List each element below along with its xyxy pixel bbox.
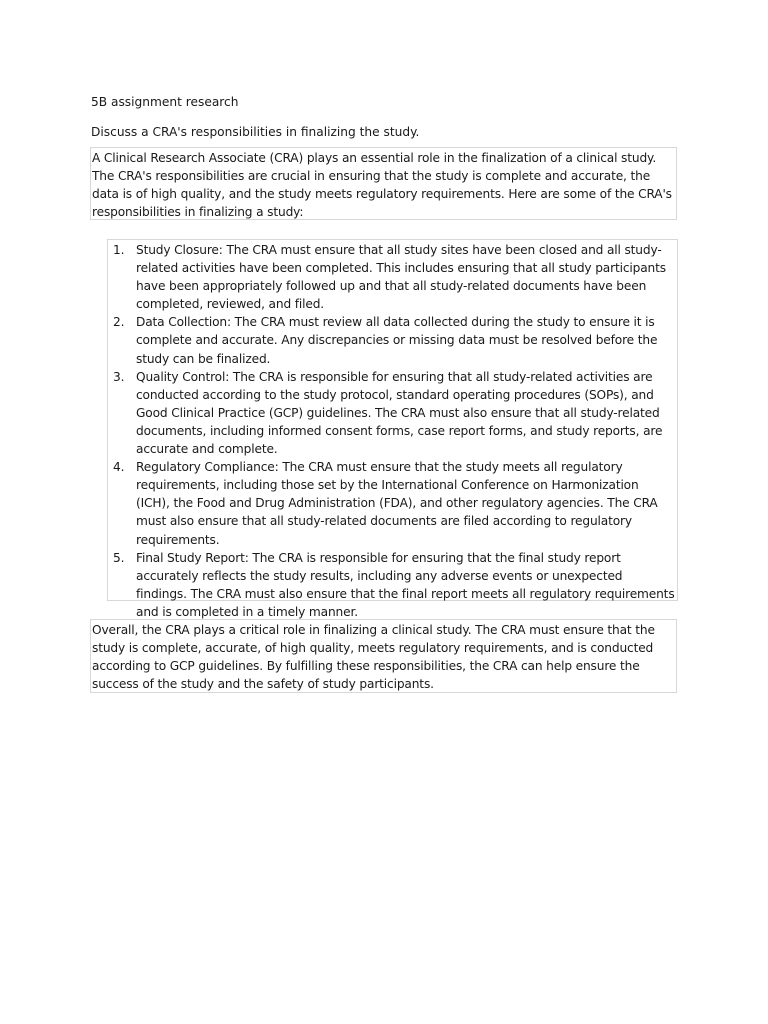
intro-paragraph: A Clinical Research Associate (CRA) plays an essential role in the finalization of a clinical study. The CRA's responsibilities are crucial in ensuring that the study is complete and accurate, the data is of high quality, and the study meets regulatory requirements. Here are some of the CRA's responsibilities in finalizing a study: [92,151,672,220]
conclusion-paragraph: Overall, the CRA plays a critical role in finalizing a clinical study. The CRA must ensure that the study is complete, accurate, of high quality, meets regulatory requirements, and is conducted according to GCP guidelines. By fulfilling these responsibilities, the CRA can help ensure the success of the study and the safety of study participants. [92,623,655,692]
list-item [108,458,676,548]
conclusion-section [90,619,677,693]
list-item-number: 4. [113,460,125,475]
list-item-text: Final Study Report: The CRA is responsible for ensuring that the final study report accurately reflects the study results, including any adverse events or unexpected findings. The CRA must also ensure that the final report meets all regulatory requirements and is completed in a timely manner. [136,550,675,619]
intro-section [90,147,677,220]
list-item-text: Data Collection: The CRA must review all data collected during the study to ensure it is complete and accurate. Any discrepancies or missing data must be resolved before the study can be finalized. [136,315,658,366]
list-item-number: 1. [113,243,125,257]
responsibilities-list-section [107,239,678,619]
list-item-text: Regulatory Compliance: The CRA must ensure that the study meets all regulatory requirements, including those set by the International Conference on Harmonization (ICH), the Food and Drug Administration (FDA), and other regulatory agencies. The CRA must also ensure that all study-related documents are filed according to regulatory requirements. [136,460,658,547]
list-item [108,549,676,621]
list-item [108,368,676,458]
assignment-question: Discuss a CRA's responsibilities in finalizing the study. [91,125,420,139]
list-item-number: 3. [113,369,125,384]
list-item-number: 2. [113,315,125,330]
responsibilities-list [108,241,676,621]
list-item-text: Quality Control: The CRA is responsible for ensuring that all study-related activities are conducted according to the study protocol, standard operating procedures (SOPs), and Good Clinical Practice (GCP) guidelines. The CRA must also ensure that all study-related documents, including informed consent forms, case report forms, and study reports, are accurate and complete. [136,369,663,457]
list-item-number: 5. [113,550,125,565]
list-item-text: Study Closure: The CRA must ensure that all study sites have been closed and all study-related activities have been completed. This includes ensuring that all study participants have been appropriately followed up and that all study-related documents have been completed, reviewed, and filed. [136,243,666,312]
document-heading: 5B assignment research [91,95,239,109]
list-item [108,313,676,367]
list-item [108,241,676,313]
